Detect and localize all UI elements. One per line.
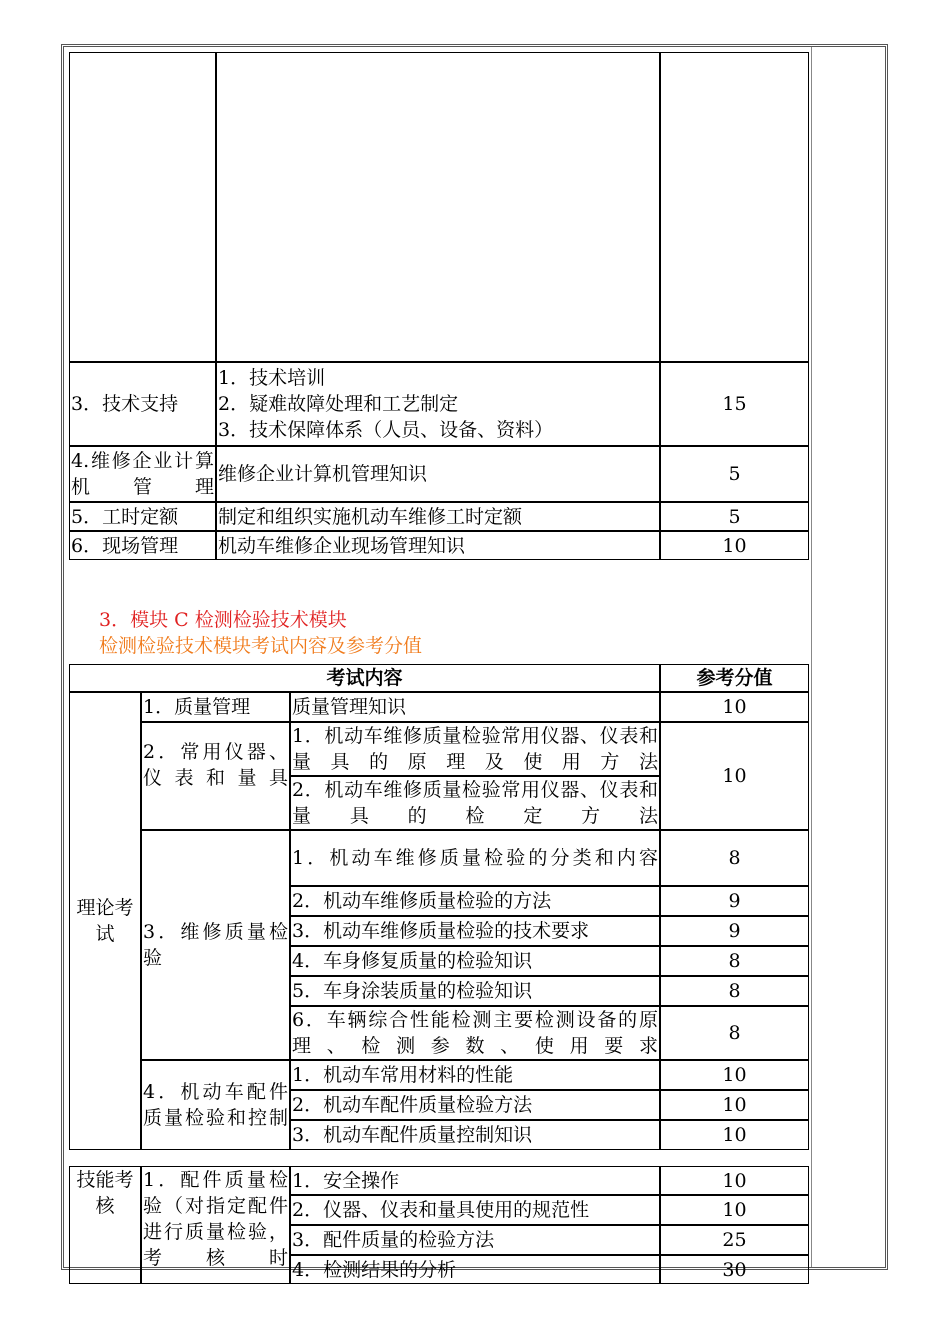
section-title: 3．模块 C 检测检验技术模块 [99, 609, 347, 631]
item-score: 10 [660, 722, 809, 830]
table-row [69, 1166, 809, 1195]
item-score: 10 [660, 1195, 809, 1225]
item-text: 3．机动车配件质量控制知识 [290, 1120, 660, 1150]
row-content: 制定和组织实施机动车维修工时定额 [216, 502, 660, 531]
item-text: 2．仪器、仪表和量具使用的规范性 [290, 1195, 660, 1225]
item-score: 8 [660, 830, 809, 886]
theory-label: 理论考试 [69, 692, 141, 1150]
item-text: 3．配件质量的检验方法 [290, 1225, 660, 1255]
content-line: 2．疑难故障处理和工艺制定 [218, 393, 459, 415]
item-text: 2．机动车维修质量检验常用仪器、仪表和量具的检定方法 [290, 776, 660, 830]
row-content [216, 362, 660, 446]
item-text: 1．机动车维修质量检验的分类和内容 [290, 830, 660, 886]
table-row [69, 502, 809, 531]
group-label: 2．常用仪器、仪表和量具 [141, 722, 290, 830]
item-score: 10 [660, 692, 809, 722]
skill-table [69, 1166, 809, 1284]
page-frame [61, 44, 888, 1281]
item-text: 质量管理知识 [290, 692, 660, 722]
group-label: 1．质量管理 [141, 692, 290, 722]
row-topic: 6．现场管理 [69, 531, 216, 560]
item-text: 2．机动车配件质量检验方法 [290, 1090, 660, 1120]
item-text: 4．车身修复质量的检验知识 [290, 946, 660, 976]
table-cell [660, 52, 809, 362]
table-cell [69, 52, 216, 362]
table-cell [216, 52, 660, 362]
item-score: 8 [660, 1006, 809, 1060]
item-score: 10 [660, 1166, 809, 1195]
table-row [69, 446, 809, 502]
row-topic: 5．工时定额 [69, 502, 216, 531]
inspection-table [69, 664, 809, 1150]
table-row [69, 692, 809, 722]
table-header-row [69, 664, 809, 692]
table-row [69, 362, 809, 446]
content-line: 3．技术保障体系（人员、设备、资料） [218, 419, 554, 441]
item-score: 25 [660, 1225, 809, 1255]
row-score: 5 [660, 502, 809, 531]
item-score: 8 [660, 946, 809, 976]
item-text: 1．安全操作 [290, 1166, 660, 1195]
item-text: 1．机动车常用材料的性能 [290, 1060, 660, 1090]
item-score: 10 [660, 1090, 809, 1120]
item-score: 10 [660, 1120, 809, 1150]
row-content: 机动车维修企业现场管理知识 [216, 531, 660, 560]
item-text: 5．车身涂装质量的检验知识 [290, 976, 660, 1006]
skill-label: 技能考核 [69, 1166, 141, 1284]
row-score: 10 [660, 531, 809, 560]
section-subtitle: 检测检验技术模块考试内容及参考分值 [99, 635, 423, 657]
item-score: 30 [660, 1255, 809, 1284]
table-row [69, 531, 809, 560]
item-text: 3．机动车维修质量检验的技术要求 [290, 916, 660, 946]
table-row [69, 52, 809, 362]
item-score: 9 [660, 886, 809, 916]
item-text: 2．机动车维修质量检验的方法 [290, 886, 660, 916]
group-label: 3．维修质量检验 [141, 830, 290, 1060]
row-topic: 3．技术支持 [69, 362, 216, 446]
item-text: 6．车辆综合性能检测主要检测设备的原理、检测参数、使用要求 [290, 1006, 660, 1060]
item-text: 1．机动车维修质量检验常用仪器、仪表和量具的原理及使用方法 [290, 722, 660, 776]
group-label: 1．配件质量检验（对指定配件进行质量检验，考核时 [141, 1166, 290, 1284]
row-score: 5 [660, 446, 809, 502]
item-score: 10 [660, 1060, 809, 1090]
row-score: 15 [660, 362, 809, 446]
item-text: 4．检测结果的分析 [290, 1255, 660, 1284]
content-line: 1．技术培训 [218, 367, 326, 389]
item-score: 8 [660, 976, 809, 1006]
header-content: 考试内容 [69, 664, 660, 692]
table-row [69, 722, 809, 776]
group-label: 4．机动车配件质量检验和控制 [141, 1060, 290, 1150]
table-row [69, 830, 809, 886]
table-row [69, 1060, 809, 1090]
row-topic: 4.维修企业计算机管理 [69, 446, 216, 502]
management-table [69, 52, 809, 560]
row-content: 维修企业计算机管理知识 [216, 446, 660, 502]
content-area [64, 47, 812, 1281]
header-score: 参考分值 [660, 664, 809, 692]
item-score: 9 [660, 916, 809, 946]
